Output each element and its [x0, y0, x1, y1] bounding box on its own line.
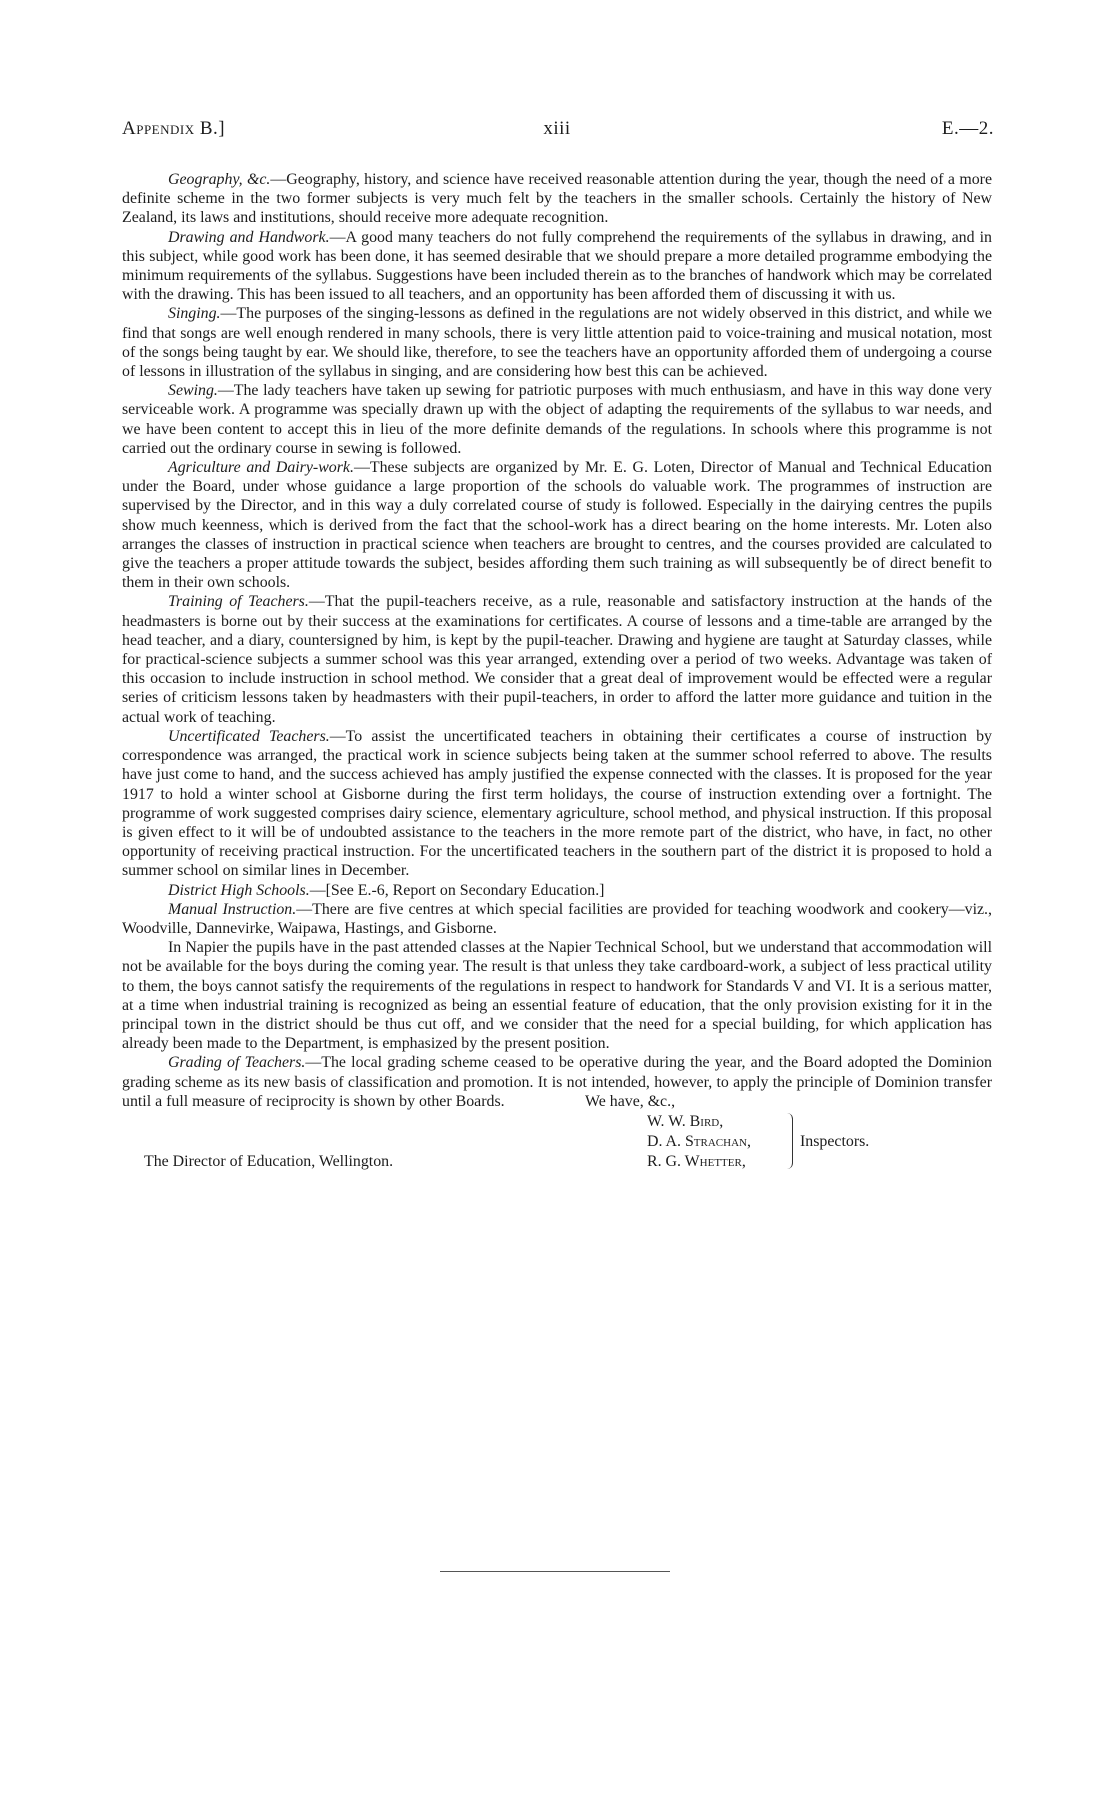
signature-block — [122, 1092, 992, 1207]
signatory-whetter: R. G. Whetter, — [647, 1152, 746, 1170]
paragraph-sewing — [122, 381, 992, 458]
heading-uncertificated: Uncertificated Teachers. — [168, 727, 330, 745]
paragraph-agriculture — [122, 458, 992, 592]
text-grading: —The local grading scheme ceased to be operative during the year, and the Board adopted the Dominion grading scheme as its new basis of classification and promotion. It is not intended, however, to apply the principle of Dominion transfer until a full measure of reciprocity is shown by other Boards. — [122, 1054, 992, 1110]
heading-manual-instruction: Manual Instruction. — [168, 900, 297, 918]
text-agriculture: —These subjects are organized by Mr. E. G. Loten, Director of Manual and Technical Education under the Board, under whose guidance a large proportion of the schools do valuable work. The programmes of instruction are supervised by the Director, and in this way a duly correlated course of study is followed. Especially in the dairying centres the pupils show much keenness, which is derived from the fact that the school-work has a direct bearing on the home interests. Mr. Loten also arranges the classes of instruction in practical science when teachers are brought to centres, and the courses provided are calculated to give the teachers a proper attitude towards the subject, besides affording them such training as will subsequently be of direct benefit to them in their own schools. — [122, 459, 992, 592]
heading-agriculture: Agriculture and Dairy-work. — [168, 459, 354, 477]
appendix-label: Appendix B.] — [122, 118, 226, 139]
heading-grading: Grading of Teachers. — [168, 1054, 306, 1072]
text-singing: —The purposes of the singing-lessons as defined in the regulations are not widely observed in this district, and while we find that songs are well enough rendered in many schools, there is very little attention paid to voice-training and musical notation, most of the songs being taught by ear. We should like, therefore, to see the teachers have an opportunity afforded them of undergoing a course of lessons in illustration of the syllabus in singing, and are considering how best this can be achieved. — [122, 305, 992, 381]
text-uncertificated: —To assist the uncertificated teachers in obtaining their certificates a course of instruction by correspondence was arranged, the practical work in science subjects being taken at the summer school referred to above. The results have just come to hand, and the success achieved has amply justified the expense connected with the classes. It is proposed for the year 1917 to hold a winter school at Gisborne during the first term holidays, the course of instruction extending over a fortnight. The programme of work suggested comprises dairy science, elementary agriculture, school method, and physical instruction. If this proposal is given effect to it will be of undoubted assistance to the teachers in the more remote part of the district, who have, in fact, no other opportunity of receiving practical instruction. For the uncertificated teachers in the southern part of the district it is proposed to hold a summer school on similar lines in December. — [122, 727, 992, 880]
heading-geography: Geography, &c. — [168, 171, 271, 188]
signatory-brace — [786, 1113, 793, 1169]
paragraph-training — [122, 592, 992, 726]
signatory-strachan: D. A. Strachan, — [647, 1132, 751, 1150]
page-number: xiii — [543, 118, 571, 139]
text-manual-instruction: —There are five centres at which special facilities are provided for teaching woodwork and cookery—viz., Woodville, Dannevirke, Waipawa, Hastings, and Gisborne. — [122, 900, 992, 937]
signatory-bird: W. W. Bird, — [647, 1112, 724, 1130]
paragraph-drawing — [122, 228, 992, 305]
paragraph-grading — [122, 1053, 992, 1111]
heading-sewing: Sewing. — [168, 382, 218, 400]
text-training: —That the pupil-teachers receive, as a rule, reasonable and satisfactory instruction at the hands of the headmasters is borne out by their success at the examinations for certificates. A course of lessons and a time-table are arranged by the head teacher, and a diary, countersigned by him, is kept by the pupil-teacher. Drawing and hygiene are taught at Saturday classes, while for practical-science subjects a summer school was this year arranged, extending over a period of two weeks. Advantage was taken of this occasion to include instruction in school method. We consider that a great deal of improvement would be effected were a regular series of criticism lessons taken by headmasters with their pupil-teachers, in order to afford the latter more guidance and tuition in the actual work of teaching. — [122, 593, 992, 726]
heading-drawing: Drawing and Handwork. — [168, 228, 330, 246]
paragraph-manual-instruction — [122, 900, 992, 938]
addressee: The Director of Education, Wellington. — [144, 1152, 394, 1170]
heading-singing: Singing. — [168, 305, 221, 323]
report-body — [122, 170, 992, 1207]
text-drawing: —A good many teachers do not fully comprehend the requirements of the syllabus in drawing, and in this subject, while good work has been done, it has seemed desirable that we should prepare a more detailed programme embodying the minimum requirements of the syllabus. Suggestions have been included therein as to the branches of handwork which may be correlated with the drawing. This has been issued to all teachers, and an opportunity has been afforded them of discussing it with us. — [122, 228, 993, 304]
text-sewing: —The lady teachers have taken up sewing for patriotic purposes with much enthusiasm, and have in this way done very serviceable work. A programme was specially drawn up with the object of adapting the requirements of the syllabus to war needs, and we have been content to accept this in lieu of the more definite demands of the regulations. In schools where this programme is not carried out the ordinary course in sewing is followed. — [122, 382, 992, 457]
heading-district-high-schools: District High Schools. — [168, 881, 310, 899]
closing-rule — [440, 1571, 670, 1572]
paragraph-district-high-schools — [122, 881, 992, 900]
text-district-high-schools: —[See E.-6, Report on Secondary Education.] — [309, 881, 605, 899]
inspectors-label: Inspectors. — [800, 1132, 870, 1150]
paragraph-uncertificated — [122, 727, 992, 881]
text-napier: In Napier the pupils have in the past attended classes at the Napier Technical School, but we understand that accommodation will not be available for the boys during the coming year. The result is that unless they take cardboard-work, a subject of less practical utility to them, the boys cannot satisfy the requirements of the regulations in respect to handwork for Standards V and VI. It is a serious matter, at a time when industrial training is recognized as being an essential feature of education, that the only provision existing for it in the principal town in the district should be thus cut off, and we consider that the need for a special building, for which application has already been made to the Department, is emphasized by the present position. — [122, 939, 992, 1053]
report-code: E.—2. — [941, 118, 994, 139]
salutation: We have, &c., — [585, 1092, 676, 1110]
paragraph-geography — [122, 170, 992, 228]
paragraph-napier — [122, 938, 992, 1053]
heading-training: Training of Teachers. — [168, 593, 309, 611]
paragraph-singing — [122, 304, 992, 381]
text-geography: —Geography, history, and science have received reasonable attention during the year, though the need of a more definite scheme in the two former subjects is very much felt by the teachers in the smaller schools. Certainly the history of New Zealand, its laws and institutions, should receive more adequate recognition. — [122, 171, 992, 227]
